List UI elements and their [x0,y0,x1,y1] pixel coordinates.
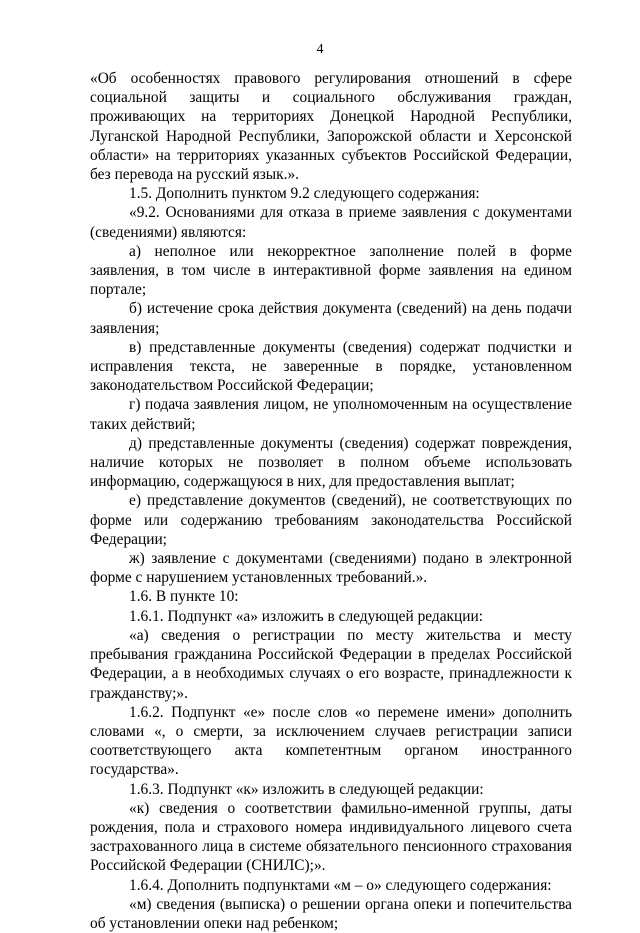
paragraph-subitem-a: «а) сведения о регистрации по месту жительства и месту пребывания гражданина Российской Федерации в пределах Российской Федерации, а в необходимых случаях о его возрасте, принадлежности к гражданству;». [90,626,572,702]
page-number: 4 [316,42,324,57]
paragraph-continuation: «Об особенностях правового регулирования отношений в сфере социальной защиты и социального обслуживания граждан, проживающих на территориях Донецкой Народной Республики, Луганской Народной Республики, Запорожской области и Херсонской области» на территориях указанных субъектов Российской Федерации, без перевода на русский язык.». [90,70,572,184]
document-body [90,69,572,933]
paragraph-1-6: 1.6. В пункте 10: [129,588,239,606]
paragraph-item-a: а) неполное или некорректное заполнение полей в форме заявления, в том числе в интерактивной форме заявления на едином портале; [90,242,572,299]
paragraph-1-6-4: 1.6.4. Дополнить подпунктами «м – о» следующего содержания: [129,876,552,894]
paragraph-item-zh: ж) заявление с документами (сведениями) подано в электронной форме с нарушением установленных требований.». [90,550,572,587]
paragraph-1-5: 1.5. Дополнить пунктом 9.2 следующего содержания: [129,185,480,203]
paragraph-1-6-3: 1.6.3. Подпункт «к» изложить в следующей редакции: [129,780,484,798]
paragraph-1-6-1: 1.6.1. Подпункт «а» изложить в следующей редакции: [129,607,484,625]
paragraph-subitem-k: «к) сведения о соответствии фамильно-именной группы, даты рождения, пола и страхового номера индивидуального лицевого счета застрахованного лица в системе обязательного пенсионного страхования Российской Федерации (СНИЛС);». [90,799,572,875]
paragraph-item-b: б) истечение срока действия документа (сведений) на день подачи заявления; [90,300,572,337]
paragraph-subitem-m: «м) сведения (выписка) о решении органа опеки и попечительства об установлении опеки над ребенком; [90,895,572,932]
paragraph-item-d: д) представленные документы (сведения) содержат повреждения, наличие которых не позволяет в полном объеме использовать информацию, содержащуюся в них, для предоставления выплат; [90,434,572,491]
paragraph-9-2: «9.2. Основаниями для отказа в приеме заявления с документами (сведениями) являются: [90,204,572,241]
paragraph-item-g: г) подача заявления лицом, не уполномоченным на осуществление таких действий; [90,396,572,433]
paragraph-1-6-2: 1.6.2. Подпункт «е» после слов «о перемене имени» дополнить словами «, о смерти, за исключением случаев регистрации записи соответствующего акта компетентным органом иностранного государства». [90,703,572,779]
paragraph-item-v: в) представленные документы (сведения) содержат подчистки и исправления текста, не заверенные в порядке, установленном законодательством Российской Федерации; [90,338,572,395]
paragraph-item-e: е) представление документов (сведений), не соответствующих по форме или содержанию требованиям законодательства Российской Федерации; [90,492,572,548]
